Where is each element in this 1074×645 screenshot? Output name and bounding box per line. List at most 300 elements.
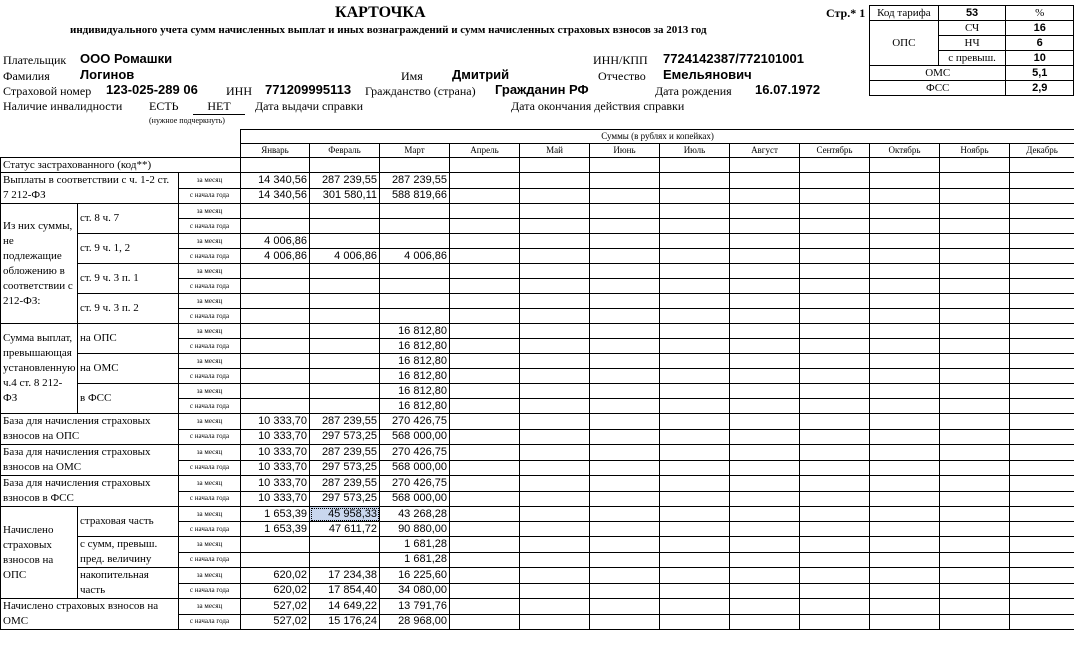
value-cell[interactable] xyxy=(660,354,730,369)
value-cell[interactable] xyxy=(450,399,520,414)
value-cell[interactable] xyxy=(590,234,660,249)
value-cell[interactable] xyxy=(450,414,520,430)
value-cell[interactable] xyxy=(520,460,590,476)
value-cell[interactable] xyxy=(730,384,800,399)
value-cell[interactable] xyxy=(1010,507,1074,522)
value-cell[interactable] xyxy=(590,583,660,599)
value-cell[interactable] xyxy=(380,294,450,309)
value-cell[interactable] xyxy=(1010,279,1074,294)
value-cell[interactable] xyxy=(450,445,520,461)
value-cell[interactable] xyxy=(1010,204,1074,219)
value-cell[interactable] xyxy=(730,476,800,492)
value-cell[interactable] xyxy=(241,324,310,339)
value-cell[interactable] xyxy=(870,445,940,461)
value-cell[interactable] xyxy=(730,599,800,615)
value-cell[interactable] xyxy=(241,537,310,553)
value-cell[interactable]: 1 653,39 xyxy=(241,507,310,522)
value-cell[interactable] xyxy=(730,279,800,294)
value-cell[interactable] xyxy=(870,414,940,430)
value-cell[interactable] xyxy=(520,583,590,599)
value-cell[interactable] xyxy=(870,583,940,599)
value-cell[interactable] xyxy=(660,614,730,630)
value-cell[interactable] xyxy=(730,249,800,264)
value-cell[interactable] xyxy=(241,264,310,279)
value-cell[interactable] xyxy=(730,429,800,445)
value-cell[interactable]: 43 268,28 xyxy=(380,507,450,522)
value-cell[interactable]: 16 812,80 xyxy=(380,354,450,369)
value-cell[interactable] xyxy=(660,204,730,219)
value-cell[interactable] xyxy=(940,354,1010,369)
value-cell[interactable] xyxy=(380,279,450,294)
value-cell[interactable] xyxy=(940,568,1010,584)
value-cell[interactable] xyxy=(1010,294,1074,309)
value-cell[interactable] xyxy=(310,384,380,399)
value-cell[interactable] xyxy=(590,264,660,279)
value-cell[interactable] xyxy=(520,384,590,399)
value-cell[interactable]: 4 006,86 xyxy=(241,249,310,264)
value-cell[interactable] xyxy=(450,234,520,249)
value-cell[interactable] xyxy=(1010,552,1074,568)
value-cell[interactable] xyxy=(590,552,660,568)
value-cell[interactable] xyxy=(800,309,870,324)
value-cell[interactable] xyxy=(800,264,870,279)
value-cell[interactable] xyxy=(241,339,310,354)
value-cell[interactable] xyxy=(870,264,940,279)
value-cell[interactable] xyxy=(940,369,1010,384)
value-cell[interactable] xyxy=(1010,568,1074,584)
value-cell[interactable] xyxy=(590,279,660,294)
value-cell[interactable]: 1 681,28 xyxy=(380,537,450,553)
value-cell[interactable] xyxy=(520,476,590,492)
value-cell[interactable] xyxy=(660,309,730,324)
value-cell[interactable] xyxy=(800,414,870,430)
value-cell[interactable] xyxy=(520,399,590,414)
value-cell[interactable] xyxy=(940,614,1010,630)
value-cell[interactable] xyxy=(660,568,730,584)
value-cell[interactable] xyxy=(800,324,870,339)
value-cell[interactable] xyxy=(590,460,660,476)
value-cell[interactable] xyxy=(590,522,660,537)
value-cell[interactable] xyxy=(870,234,940,249)
value-cell[interactable] xyxy=(800,173,870,189)
value-cell[interactable] xyxy=(870,507,940,522)
value-cell[interactable] xyxy=(800,460,870,476)
value-cell[interactable] xyxy=(450,294,520,309)
value-cell[interactable] xyxy=(590,429,660,445)
value-cell[interactable] xyxy=(450,507,520,522)
value-cell[interactable] xyxy=(870,249,940,264)
value-cell[interactable] xyxy=(450,460,520,476)
value-cell[interactable] xyxy=(310,309,380,324)
value-cell[interactable] xyxy=(520,522,590,537)
status-cell[interactable] xyxy=(870,158,940,173)
value-cell[interactable] xyxy=(590,614,660,630)
value-cell[interactable] xyxy=(870,279,940,294)
value-cell[interactable] xyxy=(730,294,800,309)
value-cell[interactable] xyxy=(590,294,660,309)
value-cell[interactable] xyxy=(520,445,590,461)
value-cell[interactable] xyxy=(800,204,870,219)
value-cell[interactable] xyxy=(800,249,870,264)
value-cell[interactable] xyxy=(1010,476,1074,492)
value-cell[interactable] xyxy=(310,552,380,568)
value-cell[interactable] xyxy=(870,599,940,615)
value-cell[interactable] xyxy=(870,429,940,445)
value-cell[interactable] xyxy=(730,188,800,204)
value-cell[interactable] xyxy=(800,491,870,507)
value-cell[interactable] xyxy=(450,583,520,599)
value-cell[interactable] xyxy=(241,399,310,414)
value-cell[interactable] xyxy=(450,476,520,492)
value-cell[interactable]: 14 649,22 xyxy=(310,599,380,615)
value-cell[interactable] xyxy=(730,339,800,354)
value-cell[interactable] xyxy=(241,384,310,399)
value-cell[interactable] xyxy=(870,399,940,414)
selected-value-cell[interactable]: 45 958,33 xyxy=(310,507,380,522)
value-cell[interactable] xyxy=(590,568,660,584)
value-cell[interactable] xyxy=(870,219,940,234)
value-cell[interactable] xyxy=(1010,599,1074,615)
value-cell[interactable] xyxy=(310,279,380,294)
value-cell[interactable] xyxy=(870,552,940,568)
value-cell[interactable] xyxy=(870,188,940,204)
value-cell[interactable] xyxy=(1010,429,1074,445)
value-cell[interactable] xyxy=(800,599,870,615)
value-cell[interactable] xyxy=(660,384,730,399)
value-cell[interactable] xyxy=(590,507,660,522)
value-cell[interactable] xyxy=(870,309,940,324)
value-cell[interactable] xyxy=(520,614,590,630)
value-cell[interactable] xyxy=(590,354,660,369)
value-cell[interactable] xyxy=(660,279,730,294)
value-cell[interactable] xyxy=(520,324,590,339)
value-cell[interactable]: 10 333,70 xyxy=(241,476,310,492)
value-cell[interactable] xyxy=(940,204,1010,219)
value-cell[interactable] xyxy=(450,491,520,507)
value-cell[interactable] xyxy=(660,369,730,384)
value-cell[interactable]: 10 333,70 xyxy=(241,414,310,430)
value-cell[interactable] xyxy=(870,491,940,507)
value-cell[interactable] xyxy=(940,399,1010,414)
value-cell[interactable] xyxy=(1010,522,1074,537)
value-cell[interactable]: 16 812,80 xyxy=(380,324,450,339)
value-cell[interactable] xyxy=(660,399,730,414)
value-cell[interactable] xyxy=(730,614,800,630)
value-cell[interactable] xyxy=(730,204,800,219)
value-cell[interactable] xyxy=(241,294,310,309)
value-cell[interactable] xyxy=(940,309,1010,324)
value-cell[interactable]: 16 812,80 xyxy=(380,339,450,354)
value-cell[interactable] xyxy=(940,324,1010,339)
value-cell[interactable]: 1 681,28 xyxy=(380,552,450,568)
value-cell[interactable] xyxy=(241,219,310,234)
value-cell[interactable]: 10 333,70 xyxy=(241,429,310,445)
value-cell[interactable] xyxy=(870,460,940,476)
value-cell[interactable] xyxy=(870,324,940,339)
value-cell[interactable] xyxy=(660,537,730,553)
value-cell[interactable]: 301 580,11 xyxy=(310,188,380,204)
value-cell[interactable] xyxy=(241,309,310,324)
value-cell[interactable]: 14 340,56 xyxy=(241,188,310,204)
value-cell[interactable] xyxy=(1010,324,1074,339)
value-cell[interactable] xyxy=(800,399,870,414)
value-cell[interactable]: 16 812,80 xyxy=(380,384,450,399)
value-cell[interactable]: 287 239,55 xyxy=(310,414,380,430)
value-cell[interactable] xyxy=(730,324,800,339)
status-cell[interactable] xyxy=(730,158,800,173)
value-cell[interactable] xyxy=(1010,384,1074,399)
value-cell[interactable] xyxy=(310,294,380,309)
value-cell[interactable] xyxy=(590,339,660,354)
value-cell[interactable] xyxy=(730,568,800,584)
value-cell[interactable] xyxy=(520,599,590,615)
value-cell[interactable] xyxy=(940,552,1010,568)
value-cell[interactable]: 568 000,00 xyxy=(380,429,450,445)
value-cell[interactable] xyxy=(660,234,730,249)
status-cell[interactable] xyxy=(660,158,730,173)
value-cell[interactable] xyxy=(380,264,450,279)
value-cell[interactable] xyxy=(241,369,310,384)
value-cell[interactable] xyxy=(800,583,870,599)
value-cell[interactable]: 16 812,80 xyxy=(380,369,450,384)
value-cell[interactable] xyxy=(660,583,730,599)
value-cell[interactable] xyxy=(940,279,1010,294)
value-cell[interactable]: 4 006,86 xyxy=(380,249,450,264)
value-cell[interactable] xyxy=(590,445,660,461)
value-cell[interactable] xyxy=(800,614,870,630)
value-cell[interactable] xyxy=(520,294,590,309)
value-cell[interactable] xyxy=(800,384,870,399)
value-cell[interactable] xyxy=(1010,264,1074,279)
value-cell[interactable]: 16 812,80 xyxy=(380,399,450,414)
value-cell[interactable] xyxy=(520,552,590,568)
value-cell[interactable] xyxy=(590,384,660,399)
value-cell[interactable] xyxy=(940,339,1010,354)
value-cell[interactable] xyxy=(380,234,450,249)
value-cell[interactable]: 297 573,25 xyxy=(310,460,380,476)
value-cell[interactable] xyxy=(310,219,380,234)
value-cell[interactable]: 568 000,00 xyxy=(380,460,450,476)
value-cell[interactable] xyxy=(1010,537,1074,553)
value-cell[interactable] xyxy=(800,294,870,309)
value-cell[interactable] xyxy=(450,522,520,537)
value-cell[interactable] xyxy=(310,264,380,279)
value-cell[interactable]: 287 239,55 xyxy=(380,173,450,189)
value-cell[interactable]: 588 819,66 xyxy=(380,188,450,204)
value-cell[interactable] xyxy=(1010,219,1074,234)
value-cell[interactable] xyxy=(450,369,520,384)
value-cell[interactable] xyxy=(241,354,310,369)
value-cell[interactable] xyxy=(870,173,940,189)
value-cell[interactable] xyxy=(520,264,590,279)
value-cell[interactable] xyxy=(660,173,730,189)
value-cell[interactable] xyxy=(590,369,660,384)
status-cell[interactable] xyxy=(1010,158,1074,173)
value-cell[interactable] xyxy=(520,173,590,189)
value-cell[interactable] xyxy=(660,445,730,461)
value-cell[interactable]: 47 611,72 xyxy=(310,522,380,537)
status-cell[interactable] xyxy=(310,158,380,173)
value-cell[interactable]: 17 234,38 xyxy=(310,568,380,584)
value-cell[interactable] xyxy=(660,599,730,615)
value-cell[interactable] xyxy=(870,354,940,369)
value-cell[interactable] xyxy=(800,369,870,384)
value-cell[interactable] xyxy=(590,219,660,234)
value-cell[interactable] xyxy=(870,537,940,553)
value-cell[interactable] xyxy=(450,537,520,553)
value-cell[interactable]: 16 225,60 xyxy=(380,568,450,584)
value-cell[interactable]: 297 573,25 xyxy=(310,491,380,507)
value-cell[interactable] xyxy=(940,414,1010,430)
value-cell[interactable] xyxy=(940,249,1010,264)
value-cell[interactable]: 568 000,00 xyxy=(380,491,450,507)
status-cell[interactable] xyxy=(241,158,310,173)
value-cell[interactable] xyxy=(310,204,380,219)
value-cell[interactable]: 270 426,75 xyxy=(380,445,450,461)
value-cell[interactable] xyxy=(940,429,1010,445)
status-cell[interactable] xyxy=(590,158,660,173)
value-cell[interactable] xyxy=(730,309,800,324)
value-cell[interactable] xyxy=(1010,173,1074,189)
value-cell[interactable] xyxy=(660,507,730,522)
value-cell[interactable] xyxy=(800,445,870,461)
value-cell[interactable] xyxy=(450,354,520,369)
value-cell[interactable]: 90 880,00 xyxy=(380,522,450,537)
value-cell[interactable] xyxy=(940,384,1010,399)
value-cell[interactable]: 28 968,00 xyxy=(380,614,450,630)
value-cell[interactable] xyxy=(590,599,660,615)
value-cell[interactable] xyxy=(520,249,590,264)
value-cell[interactable] xyxy=(800,429,870,445)
value-cell[interactable] xyxy=(310,537,380,553)
value-cell[interactable] xyxy=(520,537,590,553)
value-cell[interactable] xyxy=(590,324,660,339)
value-cell[interactable] xyxy=(870,568,940,584)
value-cell[interactable] xyxy=(590,309,660,324)
value-cell[interactable]: 620,02 xyxy=(241,568,310,584)
status-cell[interactable] xyxy=(380,158,450,173)
value-cell[interactable] xyxy=(590,414,660,430)
value-cell[interactable] xyxy=(310,234,380,249)
value-cell[interactable] xyxy=(800,234,870,249)
value-cell[interactable]: 4 006,86 xyxy=(241,234,310,249)
value-cell[interactable] xyxy=(520,279,590,294)
value-cell[interactable] xyxy=(940,460,1010,476)
value-cell[interactable] xyxy=(380,219,450,234)
value-cell[interactable] xyxy=(450,384,520,399)
value-cell[interactable]: 527,02 xyxy=(241,599,310,615)
value-cell[interactable] xyxy=(800,339,870,354)
value-cell[interactable] xyxy=(800,568,870,584)
value-cell[interactable] xyxy=(800,507,870,522)
value-cell[interactable] xyxy=(870,204,940,219)
value-cell[interactable] xyxy=(730,507,800,522)
value-cell[interactable] xyxy=(450,599,520,615)
value-cell[interactable] xyxy=(940,264,1010,279)
value-cell[interactable] xyxy=(940,476,1010,492)
value-cell[interactable] xyxy=(450,324,520,339)
value-cell[interactable] xyxy=(870,476,940,492)
value-cell[interactable] xyxy=(1010,339,1074,354)
value-cell[interactable]: 1 653,39 xyxy=(241,522,310,537)
value-cell[interactable]: 4 006,86 xyxy=(310,249,380,264)
value-cell[interactable] xyxy=(310,324,380,339)
value-cell[interactable] xyxy=(450,204,520,219)
value-cell[interactable] xyxy=(520,354,590,369)
value-cell[interactable] xyxy=(660,264,730,279)
value-cell[interactable] xyxy=(450,279,520,294)
value-cell[interactable] xyxy=(800,219,870,234)
status-cell[interactable] xyxy=(520,158,590,173)
value-cell[interactable]: 270 426,75 xyxy=(380,476,450,492)
value-cell[interactable] xyxy=(310,354,380,369)
value-cell[interactable] xyxy=(1010,445,1074,461)
value-cell[interactable]: 10 333,70 xyxy=(241,460,310,476)
value-cell[interactable] xyxy=(870,369,940,384)
value-cell[interactable] xyxy=(800,188,870,204)
value-cell[interactable] xyxy=(241,279,310,294)
value-cell[interactable] xyxy=(450,173,520,189)
value-cell[interactable] xyxy=(1010,399,1074,414)
value-cell[interactable] xyxy=(520,219,590,234)
value-cell[interactable] xyxy=(940,445,1010,461)
value-cell[interactable] xyxy=(800,476,870,492)
value-cell[interactable] xyxy=(520,429,590,445)
value-cell[interactable] xyxy=(660,522,730,537)
status-cell[interactable] xyxy=(940,158,1010,173)
value-cell[interactable] xyxy=(450,188,520,204)
value-cell[interactable] xyxy=(590,399,660,414)
value-cell[interactable] xyxy=(1010,309,1074,324)
value-cell[interactable] xyxy=(590,188,660,204)
value-cell[interactable] xyxy=(520,414,590,430)
value-cell[interactable] xyxy=(450,552,520,568)
value-cell[interactable] xyxy=(730,369,800,384)
value-cell[interactable]: 10 333,70 xyxy=(241,491,310,507)
value-cell[interactable] xyxy=(1010,414,1074,430)
value-cell[interactable] xyxy=(730,173,800,189)
value-cell[interactable] xyxy=(590,173,660,189)
value-cell[interactable] xyxy=(1010,583,1074,599)
value-cell[interactable] xyxy=(590,537,660,553)
value-cell[interactable] xyxy=(800,537,870,553)
value-cell[interactable] xyxy=(1010,354,1074,369)
value-cell[interactable] xyxy=(590,249,660,264)
value-cell[interactable] xyxy=(660,552,730,568)
value-cell[interactable] xyxy=(1010,188,1074,204)
value-cell[interactable] xyxy=(660,249,730,264)
value-cell[interactable]: 287 239,55 xyxy=(310,476,380,492)
value-cell[interactable] xyxy=(450,429,520,445)
value-cell[interactable] xyxy=(520,188,590,204)
value-cell[interactable] xyxy=(730,354,800,369)
value-cell[interactable] xyxy=(590,476,660,492)
value-cell[interactable] xyxy=(450,339,520,354)
status-cell[interactable] xyxy=(450,158,520,173)
value-cell[interactable] xyxy=(800,354,870,369)
value-cell[interactable] xyxy=(520,369,590,384)
value-cell[interactable]: 34 080,00 xyxy=(380,583,450,599)
value-cell[interactable] xyxy=(730,414,800,430)
value-cell[interactable] xyxy=(660,339,730,354)
value-cell[interactable] xyxy=(730,234,800,249)
value-cell[interactable] xyxy=(870,294,940,309)
value-cell[interactable]: 620,02 xyxy=(241,583,310,599)
value-cell[interactable] xyxy=(1010,614,1074,630)
value-cell[interactable] xyxy=(450,219,520,234)
value-cell[interactable] xyxy=(730,491,800,507)
value-cell[interactable] xyxy=(310,399,380,414)
